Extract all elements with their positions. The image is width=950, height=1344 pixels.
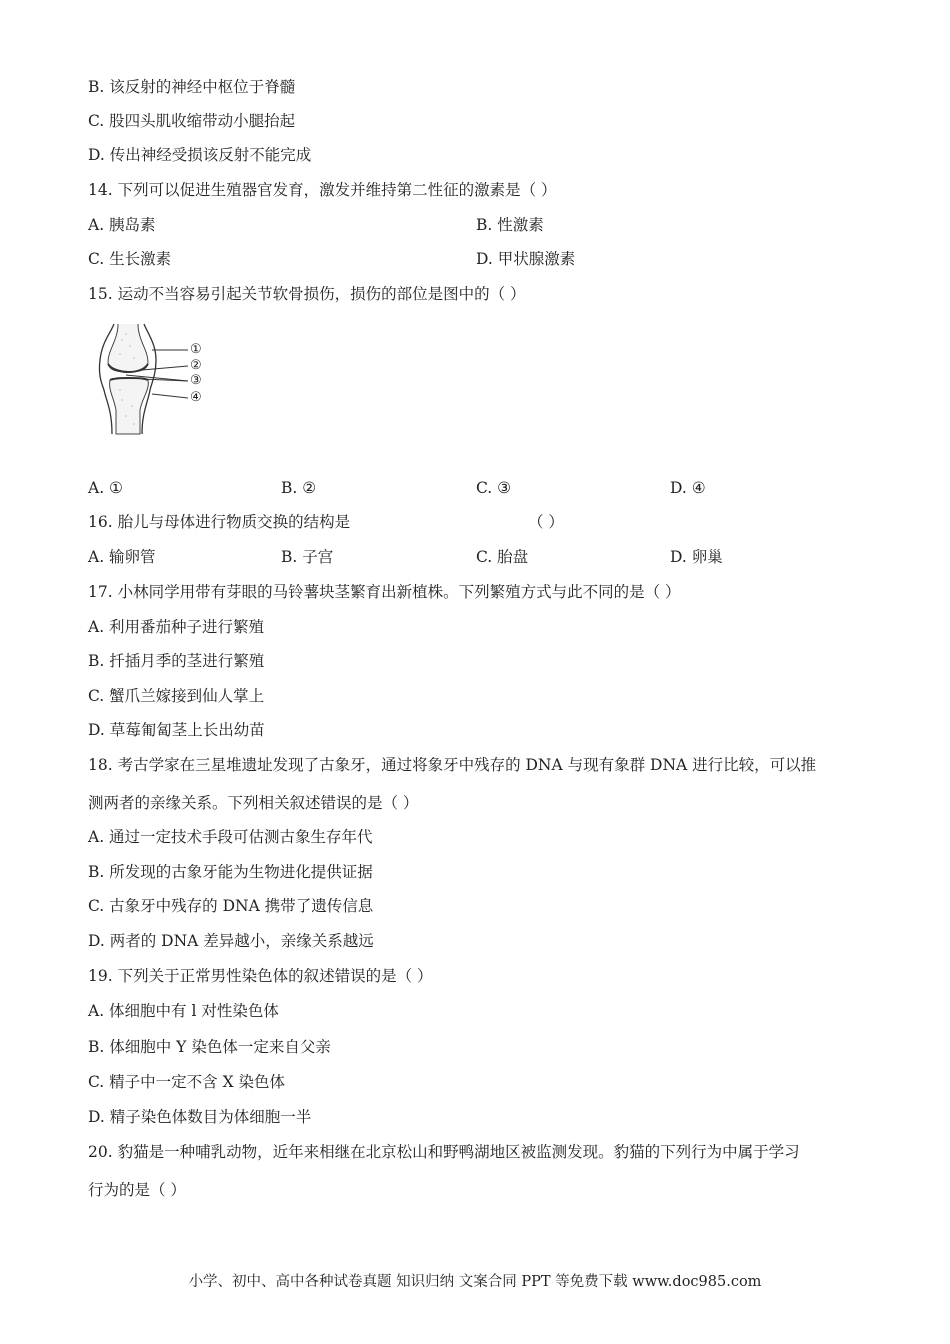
q14-stem: 14. 下列可以促进生殖器官发育，激发并维持第二性征的激素是（ ） [88,181,557,199]
q18-option-d: D. 两者的 DNA 差异越小，亲缘关系越远 [88,932,374,950]
q13-option-d: D. 传出神经受损该反射不能完成 [88,146,312,164]
q18-option-c: C. 古象牙中残存的 DNA 携带了遗传信息 [88,897,374,915]
q16-answer-paren: （ ） [528,513,564,531]
q19-stem: 19. 下列关于正常男性染色体的叙述错误的是（ ） [88,967,433,985]
q14-option-a: A. 胰岛素 [88,216,156,234]
q19-option-a: A. 体细胞中有 l 对性染色体 [88,1002,279,1020]
q15-option-b: B. ② [281,479,317,497]
page-footer: 小学、初中、高中各种试卷真题 知识归纳 文案合同 PPT 等免费下载 www.doc985.com [188,1274,762,1290]
q18-option-a: A. 通过一定技术手段可估测古象生存年代 [88,828,373,846]
figure-label-4: ④ [190,390,202,405]
figure-label-3: ③ [190,373,202,388]
q16-stem: 16. 胎儿与母体进行物质交换的结构是 [88,513,351,531]
q17-option-d: D. 草莓匍匐茎上长出幼苗 [88,721,265,739]
q17-option-a: A. 利用番茄种子进行繁殖 [88,618,265,636]
q17-option-b: B. 扦插月季的茎进行繁殖 [88,652,265,670]
q13-option-c: C. 股四头肌收缩带动小腿抬起 [88,112,296,130]
q16-option-b: B. 子宫 [281,548,334,566]
figure-label-2: ② [190,358,202,373]
q14-option-c: C. 生长激素 [88,250,172,268]
q20-stem-line1: 20. 豹猫是一种哺乳动物，近年来相继在北京松山和野鸭湖地区被监测发现。豹猫的下列行为中属于学习 [88,1143,800,1161]
q14-option-b: B. 性激素 [476,216,544,234]
q18-stem-line2: 测两者的亲缘关系。下列相关叙述错误的是（ ） [88,794,419,812]
q17-option-c: C. 蟹爪兰嫁接到仙人掌上 [88,687,265,705]
q16-option-a: A. 输卵管 [88,548,156,566]
q15-option-a: A. ① [88,479,123,497]
q15-option-c: C. ③ [476,479,512,497]
q14-option-d: D. 甲状腺激素 [476,250,576,268]
q17-stem: 17. 小林同学用带有芽眼的马铃薯块茎繁育出新植株。下列繁殖方式与此不同的是（ ） [88,583,681,601]
q13-option-b: B. 该反射的神经中枢位于脊髓 [88,78,296,96]
q20-stem-line2: 行为的是（ ） [88,1181,186,1199]
q16-option-c: C. 胎盘 [476,548,529,566]
q18-option-b: B. 所发现的古象牙能为生物进化提供证据 [88,863,373,881]
q15-option-d: D. ④ [670,479,706,497]
knee-joint-figure [92,320,222,438]
q19-option-b: B. 体细胞中 Y 染色体一定来自父亲 [88,1038,331,1056]
q19-option-d: D. 精子染色体数目为体细胞一半 [88,1108,312,1126]
q15-stem: 15. 运动不当容易引起关节软骨损伤，损伤的部位是图中的（ ） [88,285,526,303]
q19-option-c: C. 精子中一定不含 X 染色体 [88,1073,286,1091]
q16-option-d: D. 卵巢 [670,548,723,566]
q18-stem-line1: 18. 考古学家在三星堆遗址发现了古象牙，通过将象牙中残存的 DNA 与现有象群 DNA 进行比较，可以推 [88,756,817,774]
figure-label-1: ① [190,342,202,357]
